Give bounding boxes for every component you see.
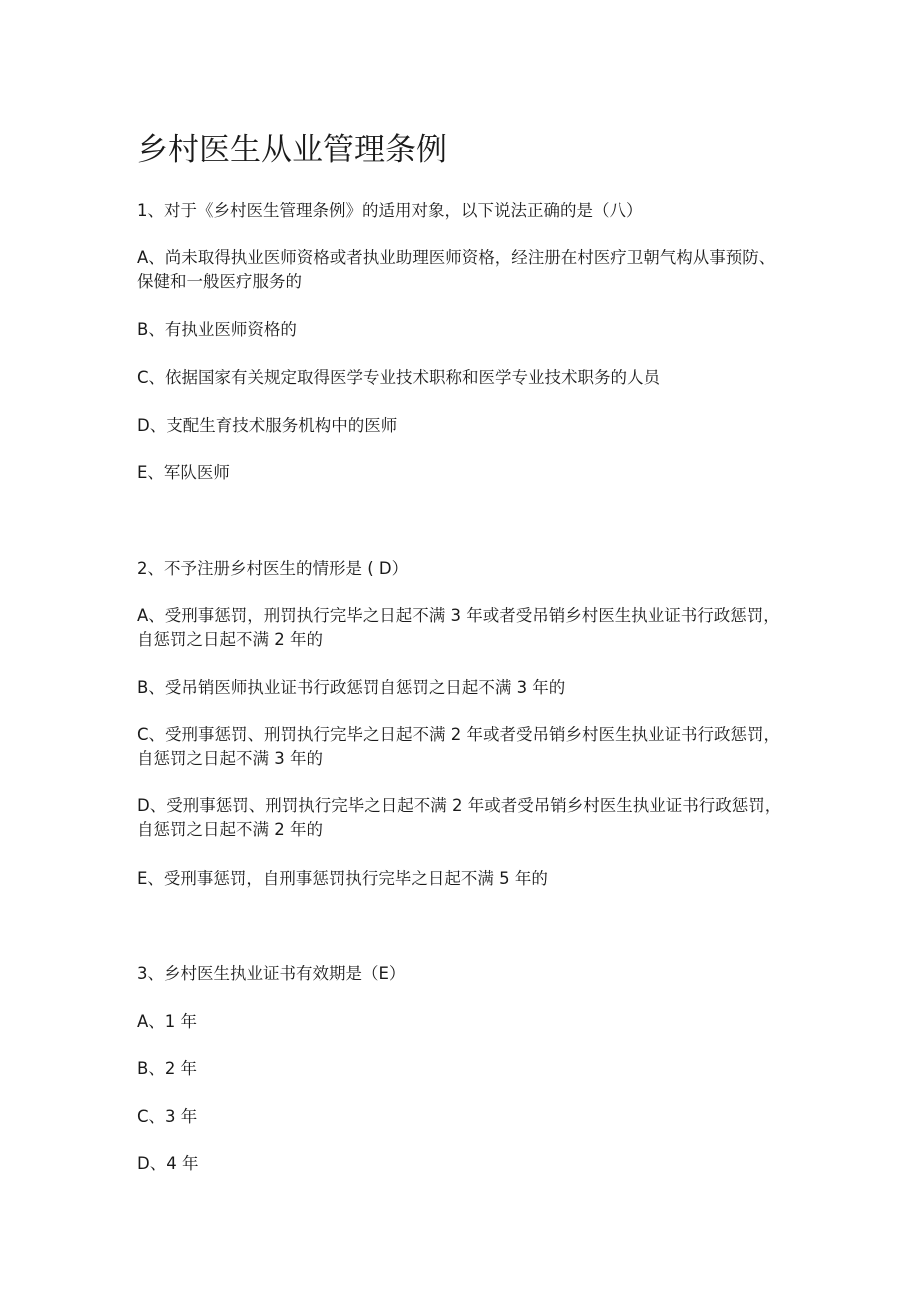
question-2-option-d: D、受刑事惩罚、刑罚执行完毕之日起不满 2 年或者受吊销乡村医生执业证书行政惩罚，自惩罚之日起不满 2 年的 (137, 796, 782, 839)
question-1-option-a: A、尚未取得执业医师资格或者执业助理医师资格，经注册在村医疗卫朝气构从事预防、保健和一般医疗服务的 (137, 248, 776, 291)
question-3-option-d: D、4 年 (137, 1154, 199, 1173)
question-1-stem: 1、对于《乡村医生管理条例》的适用对象，以下说法正确的是（八） (137, 201, 643, 220)
page-title: 乡村医生从业管理条例 (137, 132, 447, 168)
question-2-option-a: A、受刑事惩罚，刑罚执行完毕之日起不满 3 年或者受吊销乡村医生执业证书行政惩罚，自惩罚之日起不满 2 年的 (137, 606, 780, 649)
question-1-option-b: B、有执业医师资格的 (137, 320, 297, 339)
question-3-option-c: C、3 年 (137, 1107, 198, 1126)
question-1-option-e: E、军队医师 (137, 463, 230, 482)
question-3-stem: 3、乡村医生执业证书有效期是（E） (137, 964, 406, 983)
question-3-option-a: A、1 年 (137, 1012, 198, 1031)
question-2-option-b: B、受吊销医师执业证书行政惩罚自惩罚之日起不满 3 年的 (137, 678, 566, 697)
question-2-option-c: C、受刑事惩罚、刑罚执行完毕之日起不满 2 年或者受吊销乡村医生执业证书行政惩罚，自惩罚之日起不满 3 年的 (137, 725, 781, 768)
question-2-stem: 2、不予注册乡村医生的情形是 ( D） (137, 559, 409, 578)
question-2-option-e: E、受刑事惩罚，自刑事惩罚执行完毕之日起不满 5 年的 (137, 869, 548, 888)
question-1-option-d: D、支配生育技术服务机构中的医师 (137, 416, 398, 435)
question-1-option-c: C、依据国家有关规定取得医学专业技术职称和医学专业技术职务的人员 (137, 368, 661, 387)
question-3-option-b: B、2 年 (137, 1059, 198, 1078)
